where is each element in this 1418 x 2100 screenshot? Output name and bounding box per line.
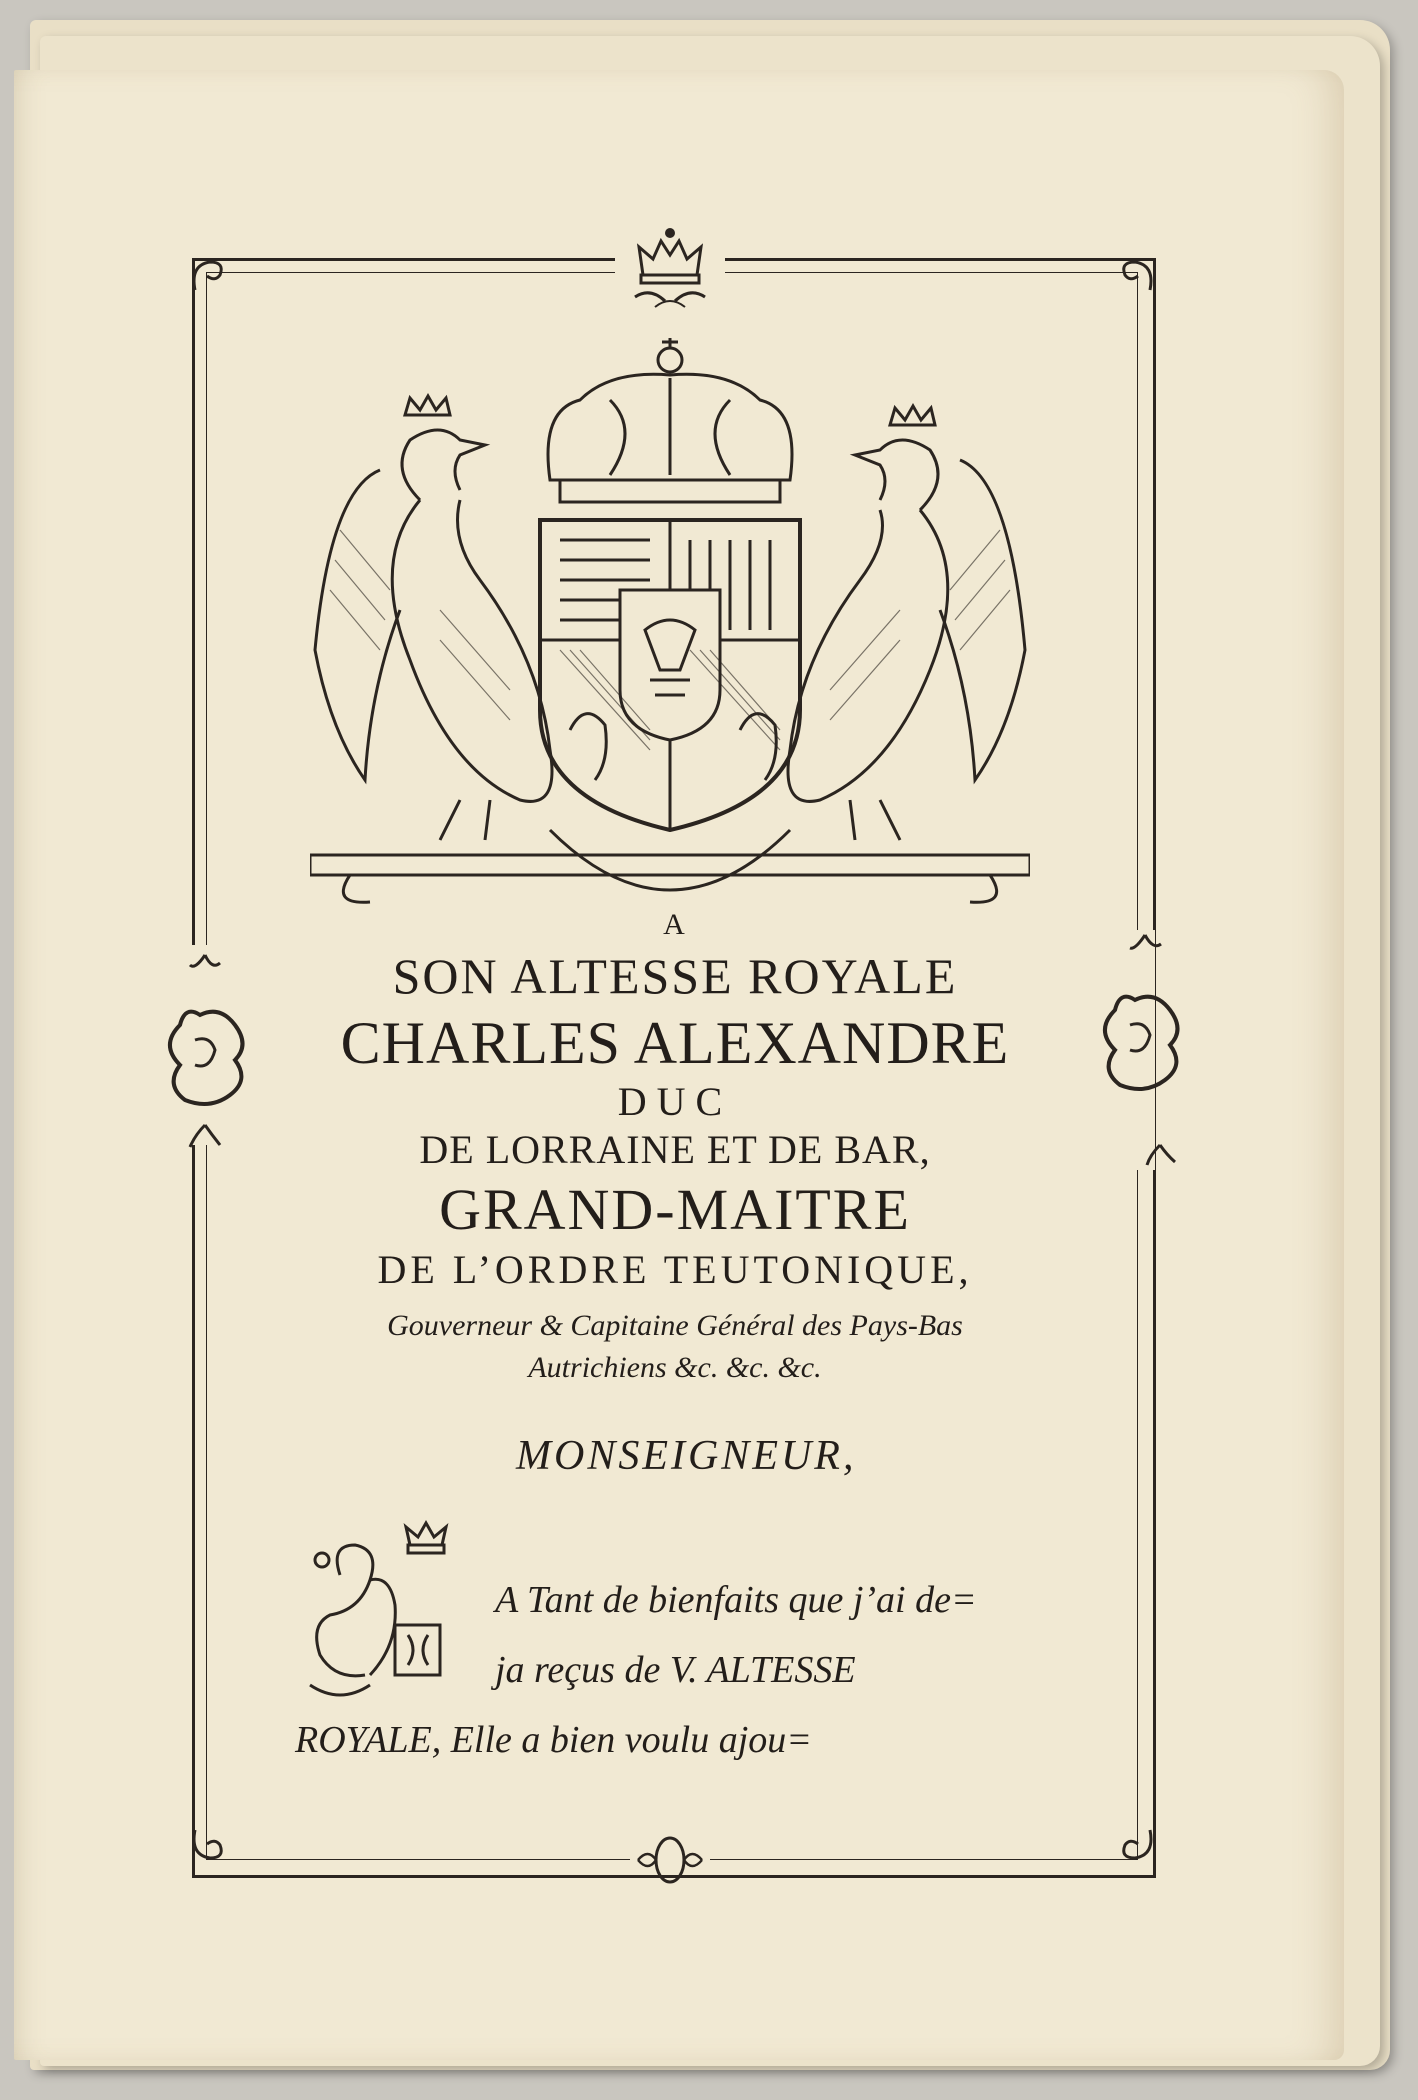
title-line-2: CHARLES ALEXANDRE [340,1010,1010,1076]
crown-icon [615,215,725,325]
salutation: MONSEIGNEUR, [516,1433,857,1479]
title-line-1: SON ALTESSE ROYALE [392,948,958,1004]
corner-ornament-icon [185,250,255,300]
corner-ornament-icon [1090,1820,1160,1870]
title-line-4: DE LORRAINE ET DE BAR, [419,1127,931,1172]
titles-italic: Gouverneur & Capitaine Général des Pays-Bas Autrichiens &c. &c. &c. [387,1309,963,1384]
coat-of-arms-icon [310,330,1030,910]
dedication-to: A [663,908,687,941]
title-line-5: GRAND-MAITRE [439,1177,911,1242]
title-line-6: DE L’ORDRE TEUTONIQUE, [377,1247,973,1292]
title-line-3: DUC [617,1079,733,1124]
letter-line: A Tant de bienfaits que j’ai de= [495,1579,977,1621]
scroll-ornament-icon [630,1830,710,1890]
corner-ornament-icon [185,1820,255,1870]
corner-ornament-icon [1090,250,1160,300]
letter-line: ja reçus de V. ALTESSE [495,1649,856,1691]
letter-line: ROYALE, Elle a bien voulu ajou= [295,1719,812,1761]
dedication-block [230,905,1120,1481]
letter-text [295,1565,1095,1775]
